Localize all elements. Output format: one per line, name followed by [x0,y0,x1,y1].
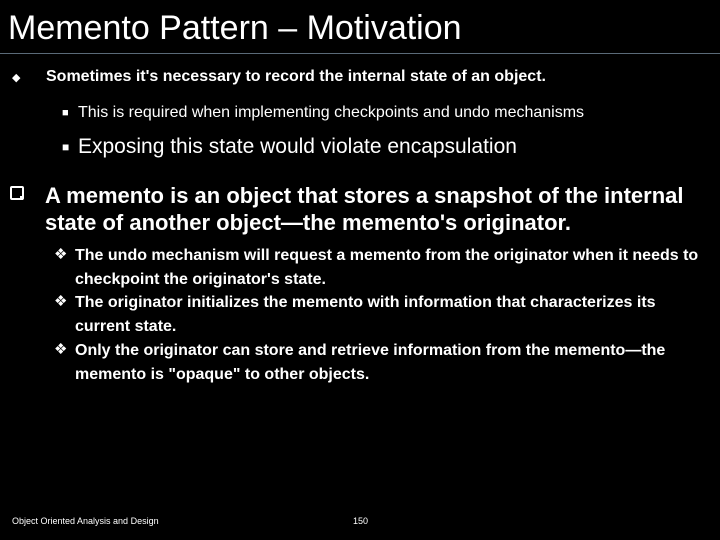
footer-course-title: Object Oriented Analysis and Design [12,516,159,526]
title-divider [0,53,720,54]
four-diamond-bullet-icon: ❖ [54,246,68,263]
diamond-bullet-icon: ◆ [12,72,21,84]
square-bullet-icon: ■ [62,107,69,119]
bullet-text: A memento is an object that stores a snapshot of the internal state of another object—the memento's originator. [45,183,684,235]
sub-bullet-text: Only the originator can store and retrieve information from the memento—the memento is "opaque" to other objects. [75,342,666,383]
sub-bullet-text: The originator initializes the memento with information that characterizes its current state. [75,294,656,335]
bullet-text: This is required when implementing checkpoints and undo mechanisms [78,104,585,121]
bullet-text: Exposing this state would violate encapsulation [78,135,517,158]
square-bullet-icon: ■ [62,140,70,154]
checkbox-bullet-tail [20,196,23,200]
sub-bullet-text: The undo mechanism will request a memento from the originator when it needs to checkpoint the originator's state. [75,247,699,288]
four-diamond-bullet-icon: ❖ [54,293,68,310]
page-number: 150 [353,516,369,526]
slide-title: Memento Pattern – Motivation [8,9,462,47]
bullet-text: Sometimes it's necessary to record the internal state of an object. [46,68,546,85]
four-diamond-bullet-icon: ❖ [54,341,68,358]
